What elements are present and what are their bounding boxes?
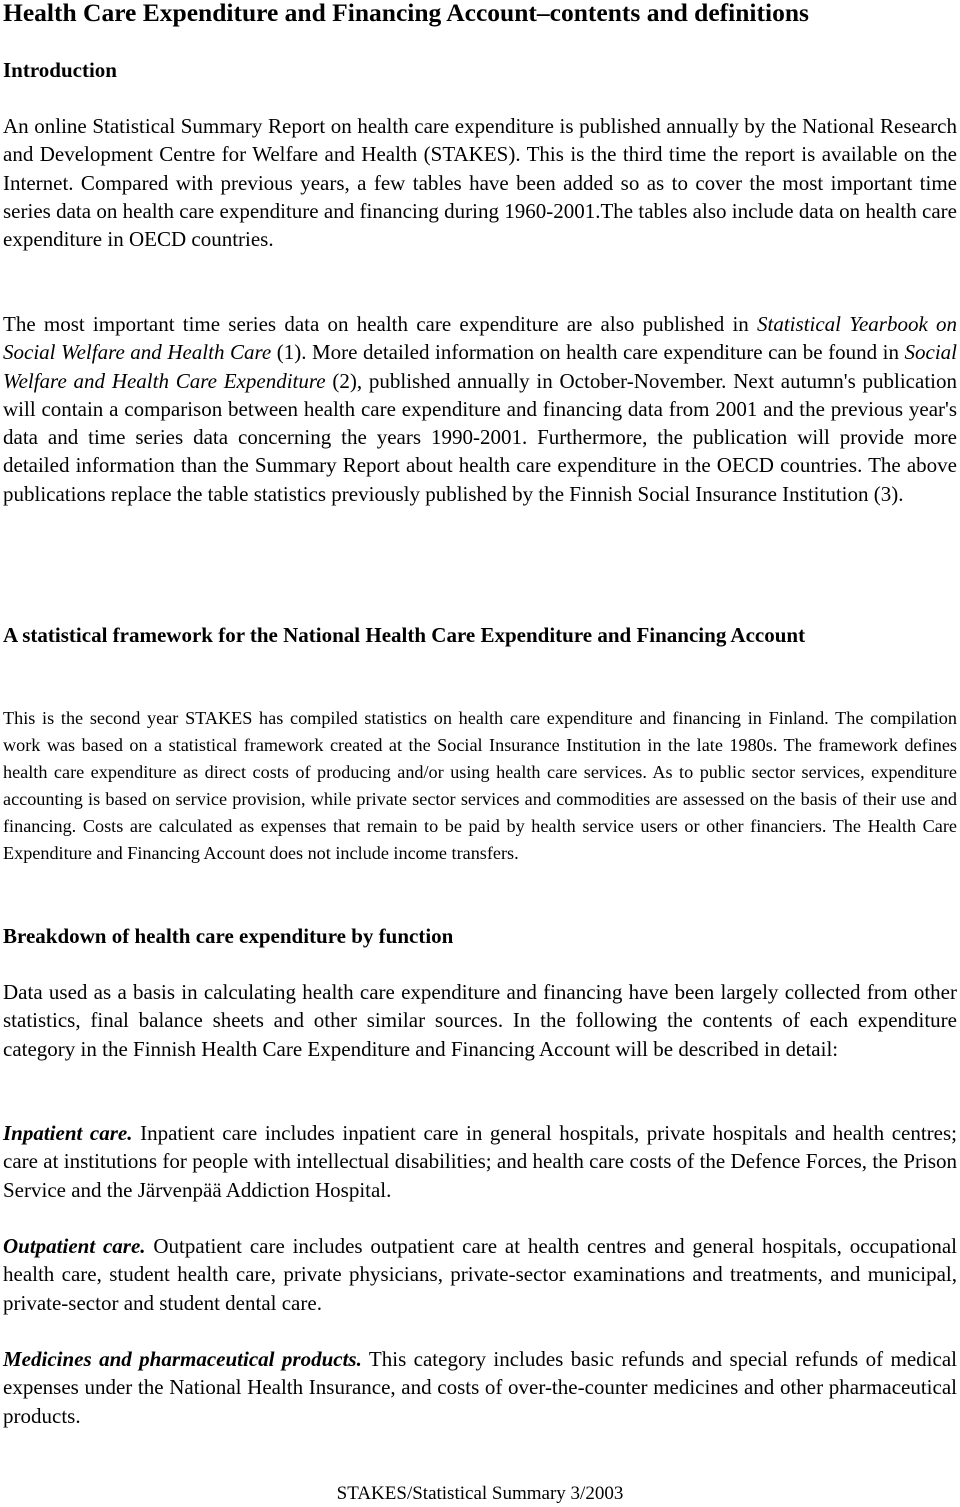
social-welfare-expenditure-title: Social Welfare and Health Care Expenditure: [3, 340, 957, 393]
medicines-term: Medicines and pharmaceutical products.: [3, 1347, 362, 1371]
framework-heading: A statistical framework for the National Health Care Expenditure and Financing Account: [3, 623, 806, 647]
inpatient-term: Inpatient care.: [3, 1121, 133, 1145]
p2-text-a: The most important time series data on health care expenditure are also published in: [3, 312, 758, 336]
framework-paragraph: This is the second year STAKES has compiled statistics on health care expenditure and financing in Finland. The compilation work was based on a statistical framework created at the Social Insurance Institution in the late 1980s. The framework defines health care expenditure as direct costs of producing and/or using health care services. As to public sector services, expenditure accounting is based on service provision, while private sector services and commodities are assessed on the basis of their use and financing. Costs are calculated as expenses that remain to be paid by health service users or other financiers. The Health Care Expenditure and Financing Account does not include income transfers.: [3, 708, 957, 864]
introduction-paragraph-1: An online Statistical Summary Report on health care expenditure is published annually by the National Research and Development Centre for Welfare and Health (STAKES). This is the third time the report is available on the Internet. Compared with previous years, a few tables have been added so as to cover the most important time series data on health care expenditure and financing during 1960-2001.The tables also include data on health care expenditure in OECD countries.: [3, 114, 957, 252]
breakdown-paragraph: Data used as a basis in calculating health care expenditure and financing have been largely collected from other statistics, final balance sheets and other similar sources. In the following the contents of each expenditure category in the Finnish Health Care Expenditure and Financing Account will be described in detail:: [3, 980, 957, 1061]
outpatient-term: Outpatient care.: [3, 1234, 146, 1258]
page-title: Health Care Expenditure and Financing Account–contents and definitions: [3, 0, 809, 27]
breakdown-heading: Breakdown of health care expenditure by function: [3, 924, 454, 948]
medicines-text: This category includes basic refunds and special refunds of medical expenses under the National Health Insurance, and costs of over-the-counter medicines and other pharmaceutical products.: [3, 1347, 957, 1428]
statistical-yearbook-title: Statistical Yearbook on Social Welfare and Health Care: [3, 312, 957, 365]
introduction-paragraph-2: [3, 310, 957, 508]
p2-text-c: (1). More detailed information on health care expenditure can be found in: [271, 340, 905, 365]
medicines-paragraph: [3, 1345, 957, 1430]
inpatient-text: Inpatient care includes inpatient care in general hospitals, private hospitals and health centres; care at institutions for people with intellectual disabilities; and health care costs of the Defence Forces, the Prison Service and the Järvenpää Addiction Hospital.: [3, 1121, 957, 1202]
page-footer: STAKES/Statistical Summary 3/2003: [336, 1483, 624, 1504]
outpatient-text: Outpatient care includes outpatient care at health centres and general hospitals, occupational health care, student health care, private physicians, private-sector examinations and treatments, and municipal, private-sector and student dental care.: [3, 1234, 958, 1315]
introduction-heading: Introduction: [3, 58, 117, 82]
inpatient-paragraph: [3, 1119, 957, 1204]
p2-text-e: (2), published annually in October-November. Next autumn's publication will contain a comparison between health care expenditure and financing data from 2001 and the previous year's data and time series data concerning the years 1990-2001. Furthermore, the publication will provide more detailed information than the Summary Report about health care expenditure in the OECD countries. The above publications replace the table statistics previously published by the Finnish Social Insurance Institution (3).: [3, 368, 957, 506]
outpatient-paragraph: [3, 1232, 957, 1317]
